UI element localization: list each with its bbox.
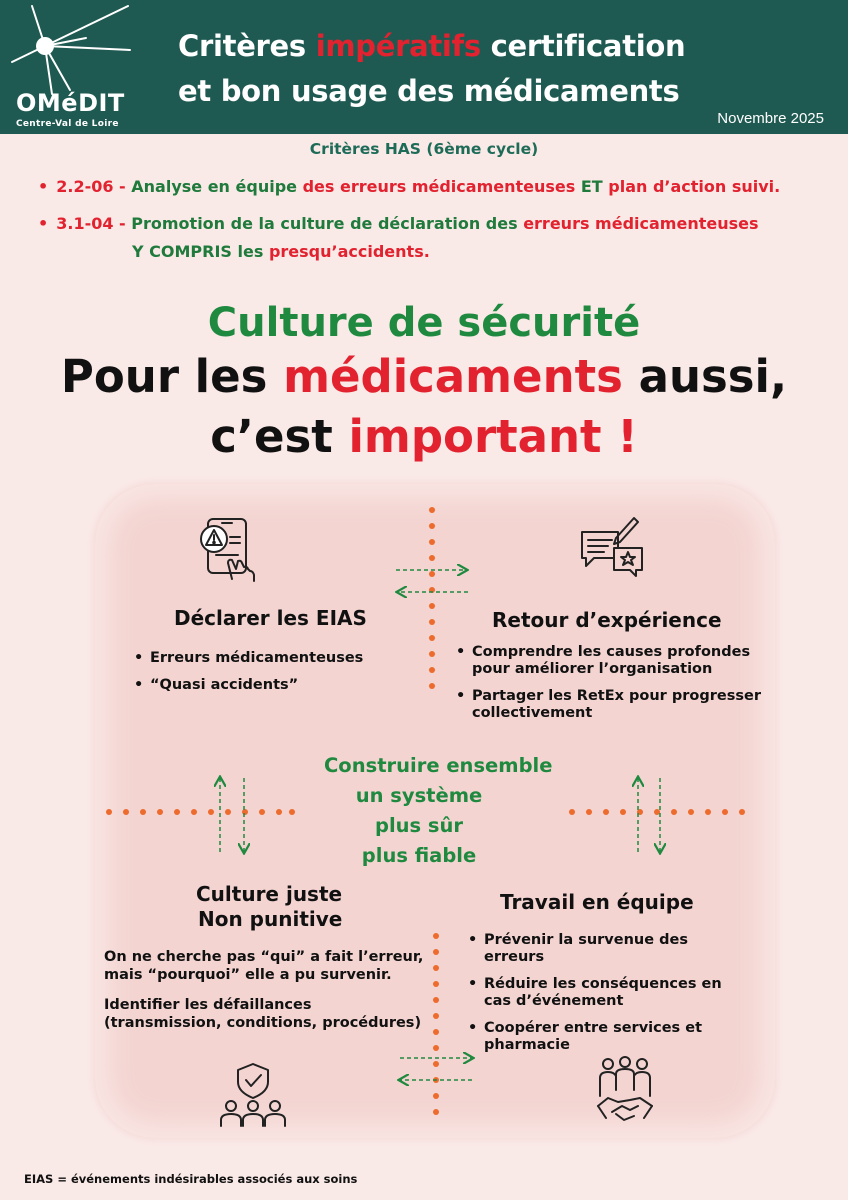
bullet-dot: • xyxy=(38,214,49,233)
headline-accent: médicaments xyxy=(283,350,623,403)
retex-list xyxy=(456,644,776,732)
criterion-text: presqu’accidents. xyxy=(268,242,430,261)
headline-accent: important ! xyxy=(348,410,638,463)
criterion-text: erreurs médicamenteuses xyxy=(523,214,759,233)
section-title-team: Travail en équipe xyxy=(500,890,694,914)
dotted-separator-right xyxy=(569,809,745,815)
dotted-separator-left xyxy=(106,809,295,815)
title-part: certification xyxy=(480,29,686,63)
culture-paragraph-2: Identifier les défaillances (transmission, conditions, procédures) xyxy=(104,997,422,1031)
center-line-3: plus sûr xyxy=(374,814,464,837)
headline-line-1: Culture de sécurité xyxy=(207,300,641,346)
criterion-text: Promotion de la culture de déclaration des xyxy=(125,214,524,233)
section-title-culture-2: Non punitive xyxy=(198,907,343,931)
logo-subtitle: Centre-Val de Loire xyxy=(16,119,119,129)
center-line-1: Construire ensemble xyxy=(324,754,553,777)
publication-date: Novembre 2025 xyxy=(717,110,824,127)
center-line-4: plus fiable xyxy=(361,844,477,867)
criterion-text: plan d’action suivi. xyxy=(602,177,781,196)
team-list xyxy=(468,932,738,1064)
headline-part: Pour les xyxy=(60,350,284,403)
title-accent: impératifs xyxy=(315,29,481,63)
team-handshake-icon xyxy=(594,1056,656,1126)
section-title-culture-1: Culture juste xyxy=(196,882,343,906)
shield-check-team-icon xyxy=(218,1062,288,1128)
criteria-title: Critères HAS (6ème cycle) xyxy=(309,140,539,158)
headline-part: aussi, xyxy=(622,350,788,403)
declare-list xyxy=(134,650,394,704)
list-item: • Prévenir la survenue des erreurs xyxy=(468,932,738,966)
list-item: • Erreurs médicamenteuses xyxy=(134,650,394,667)
title-line-2: et bon usage des médicaments xyxy=(178,74,680,108)
criterion-code: 2.2-06 - xyxy=(56,177,126,196)
list-item: • Comprendre les causes profondes pour améliorer l’organisation xyxy=(456,644,776,678)
title-part: Critères xyxy=(178,29,316,63)
criterion-text: ET xyxy=(580,177,603,196)
logo-name: OMéDIT xyxy=(16,89,125,117)
section-title-retex: Retour d’expérience xyxy=(492,608,722,632)
list-item: • Coopérer entre services et pharmacie xyxy=(468,1020,738,1054)
list-item: • Partager les RetEx pour progresser collectivement xyxy=(456,688,776,722)
dotted-separator-top xyxy=(429,507,435,689)
footnote: EIAS = événements indésirables associés aux soins xyxy=(24,1172,358,1186)
culture-paragraph-1: On ne cherche pas “qui” a fait l’erreur, mais “pourquoi” elle a pu survenir. xyxy=(104,949,424,983)
criterion-text: des erreurs médicamenteuses xyxy=(297,177,581,196)
feedback-chat-icon xyxy=(578,514,646,580)
alert-phone-icon xyxy=(198,517,260,583)
criterion-text: Analyse en équipe xyxy=(125,177,297,196)
headline-part: c’est xyxy=(210,410,349,463)
criterion-code: 3.1-04 - xyxy=(56,214,126,233)
criterion-text: Y COMPRIS les xyxy=(132,242,269,261)
list-item: • “Quasi accidents” xyxy=(134,677,394,694)
bullet-dot: • xyxy=(38,177,49,196)
center-line-2: un système xyxy=(355,784,483,807)
section-title-declare: Déclarer les EIAS xyxy=(174,606,367,630)
list-item: • Réduire les conséquences en cas d’événement xyxy=(468,976,738,1010)
